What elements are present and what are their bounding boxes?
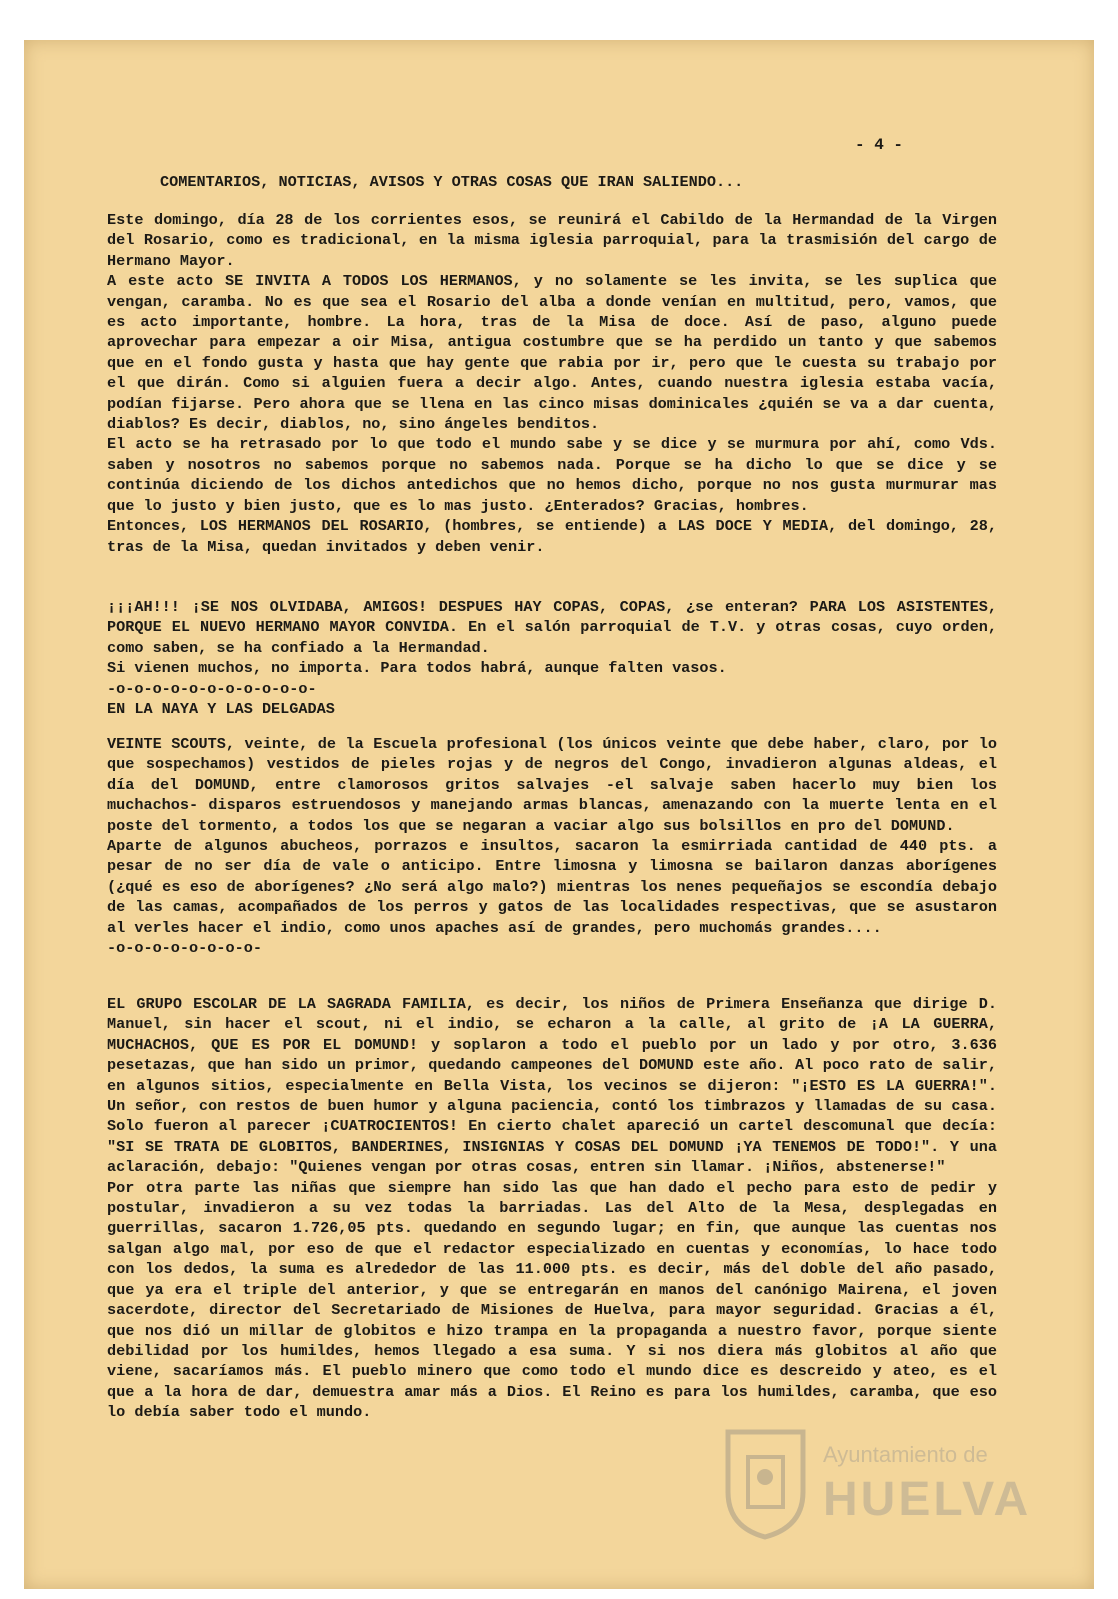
page-heading: COMENTARIOS, NOTICIAS, AVISOS Y OTRAS COSAS QUE IRAN SALIENDO...	[160, 173, 744, 191]
paragraph: Si vienen muchos, no importa. Para todos habrá, aunque falten vasos.	[107, 659, 727, 678]
page-number: - 4 -	[855, 136, 904, 154]
watermark-line2: HUELVA	[823, 1473, 1032, 1526]
section-copas	[107, 597, 997, 719]
paragraph: ¡¡¡AH!!! ¡SE NOS OLVIDABA, AMIGOS! DESPUES HAY COPAS, COPAS, ¿se enteran? PARA LOS ASISTENTES, PORQUE EL NUEVO HERMANO MAYOR CONVIDA. En el salón parroquial de T.V. y otras cosas, cuyo orden, como saben, se ha confiado a la Hermandad.	[107, 598, 997, 657]
paragraph: A este acto SE INVITA A TODOS LOS HERMANOS, y no solamente se les invita, se les suplica que vengan, caramba. No es que sea el Rosario del alba a donde venían en multitud, pero, vamos, que es acto importante, hombre. La hora, tras de la Misa de doce. Así de paso, alguno puede aprovechar para empezar a oir Misa, antigua costumbre que se ha perdido un tanto y que sabemos que en el fondo gusta y hasta que hay gente que rabia por ir, pero que le cuesta su trabajo por el que dirán. Como si alguien fuera a decir algo. Antes, cuando nuestra iglesia estaba vacía, podían fijarse. Pero ahora que se llena en las cinco misas dominicales ¿quién se va a dar cuenta, diablos? Es decir, diablos, no, sino ángeles benditos.	[107, 272, 997, 434]
paragraph: Entonces, LOS HERMANOS DEL ROSARIO, (hombres, se entiende) a LAS DOCE Y MEDIA, del domingo, 28, tras de la Misa, quedan invitados y deben venir.	[107, 517, 997, 556]
paragraph: Aparte de algunos abucheos, porrazos e insultos, sacaron la esmirriada cantidad de 440 pts. a pesar de no ser día de vale o anticipo. Entre limosna y limosna se bailaron danzas aborígenes (¿qué es eso de aborígenes? ¿No será algo malo?) mientras los nenes pequeñajos se escondía debajo de las camas, acompañados de los perros y gatos de las localidades respectivas, que se asustaron al verles hacer el indio, como unos apaches así de grandes, pero muchomás grandes....	[107, 837, 997, 937]
watermark-line1: Ayuntamiento de	[823, 1442, 988, 1467]
section-cabildo	[107, 210, 997, 557]
paragraph: VEINTE SCOUTS, veinte, de la Escuela profesional (los únicos veinte que debe haber, claro, por lo que sospechamos) vestidos de pieles rojas y de negros del Congo, invadieron algunas aldeas, el día del DOMUND, entre clamorosos gritos salvajes -el salvaje saben hacerlo muy bien los muchachos- disparos estruendosos y manejando armas blancas, amenazando con la muerte lenta en el poste del tormento, a todos los que se negaran a vaciar algo sus bolsillos en pro del DOMUND.	[107, 735, 997, 835]
paragraph: El acto se ha retrasado por lo que todo el mundo sabe y se dice y se murmura por ahí, como Vds. saben y nosotros no sabemos porque no sabemos nada. Porque se ha dicho lo que se dice y se continúa diciendo de los dichos antedichos que no hemos dicho, porque no nos gusta murmurar mas que lo justo y bien justo, que es lo mas justo. ¿Enterados? Gracias, hombres.	[107, 435, 997, 515]
watermark	[718, 1422, 1032, 1542]
separator: -o-o-o-o-o-o-o-o-o-o-o-	[107, 679, 317, 698]
section-grupo-escolar	[107, 994, 997, 1423]
paragraph: Este domingo, día 28 de los corrientes esos, se reunirá el Cabildo de la Hermandad de la Virgen del Rosario, como es tradicional, en la misma iglesia parroquial, para la trasmisión del cargo de Hermano Mayor.	[107, 211, 997, 270]
city-seal-icon	[718, 1422, 813, 1540]
section-scouts	[107, 734, 997, 958]
paragraph: EL GRUPO ESCOLAR DE LA SAGRADA FAMILIA, es decir, los niños de Primera Enseñanza que dirige D. Manuel, sin hacer el scout, ni el indio, se echaron a la calle, al grito de ¡A LA GUERRA, MUCHACHOS, QUE ES POR EL DOMUND! y soplaron a todo el pueblo por un lado y por otro, 3.636 pesetazas, que han sido un primor, quedando campeones del DOMUND este año. Al poco rato de salir, en algunos sitios, especialmente en Bella Vista, los vecinos se dijeron: "¡ESTO ES LA GUERRA!". Un señor, con restos de buen humor y alguna paciencia, contó los timbrazos y llamadas de su casa. Solo fueron al parecer ¡CUATROCIENTOS! En cierto chalet apareció un cartel descomunal que decía: "SI SE TRATA DE GLOBITOS, BANDERINES, INSIGNIAS Y COSAS DEL DOMUND ¡YA TENEMOS DE TODO!". Y una aclaración, debajo: "Quienes vengan por otras cosas, entren sin llamar. ¡Niños, abstenerse!"	[107, 995, 997, 1177]
separator: -o-o-o-o-o-o-o-o-	[107, 939, 262, 958]
paragraph: Por otra parte las niñas que siempre han sido las que han dado el pecho para esto de pedir y postular, invadieron a su vez todas la barriadas. Las del Alto de la Mesa, desplegadas en guerrillas, sacaron 1.726,05 pts. quedando en segundo lugar; en fin, que aunque las cuentas nos salgan algo mal, por eso de que el redactor especializado en cuentas y economías, lo hace todo con los dedos, la suma es alrededor de las 11.000 pts. es decir, más del doble del año pasado, que ya era el triple del anterior, y que se entregarán en manos del canónigo Mairena, el joven sacerdote, director del Secretariado de Misiones de Huelva, para mayor seguridad. Gracias a él, que nos dió un millar de globitos e hizo trampa en la propaganda a nuestro favor, porque siente debilidad por los humildes, hemos llegado a esa suma. Y si nos diera más globitos al año que viene, sacaríamos más. El pueblo minero que como todo el mundo dice es descreido y ateo, es el que a la hora de dar, demuestra amar más a Dios. El Reino es para los humildes, caramba, que eso lo debía saber todo el mundo.	[107, 1178, 997, 1422]
section-subtitle: EN LA NAYA Y LAS DELGADAS	[107, 700, 335, 719]
